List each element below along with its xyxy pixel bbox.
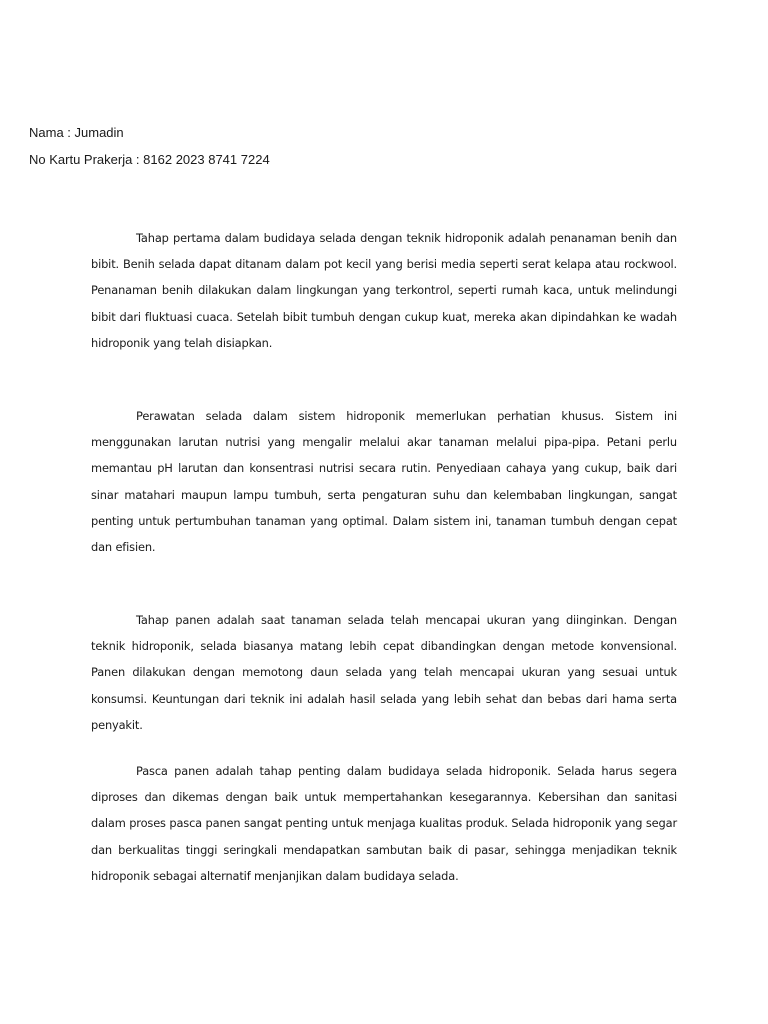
name-line: Nama : Jumadin [29, 125, 124, 140]
paragraph-harvest: Tahap panen adalah saat tanaman selada telah mencapai ukuran yang diinginkan. Dengan teknik hidroponik, selada biasanya matang lebih cepat dibandingkan dengan metode konvensional. Panen dilakukan dengan memotong daun selada yang telah mencapai ukuran yang sesuai untuk konsumsi. Keuntungan dari teknik ini adalah hasil selada yang lebih sehat dan bebas dari hama serta penyakit. [91, 613, 677, 732]
prakerja-card-line: No Kartu Prakerja : 8162 2023 8741 7224 [29, 152, 270, 167]
document-header [29, 119, 270, 173]
paragraph-care: Perawatan selada dalam sistem hidroponik memerlukan perhatian khusus. Sistem ini menggunakan larutan nutrisi yang mengalir melalui akar tanaman melalui pipa-pipa. Petani perlu memantau pH larutan dan konsentrasi nutrisi secara rutin. Penyediaan cahaya yang cukup, baik dari sinar matahari maupun lampu tumbuh, serta pengaturan suhu dan kelembaban lingkungan, sangat penting untuk pertumbuhan tanaman yang optimal. Dalam sistem ini, tanaman tumbuh dengan cepat dan efisien. [91, 409, 677, 555]
paragraph-planting: Tahap pertama dalam budidaya selada dengan teknik hidroponik adalah penanaman benih dan bibit. Benih selada dapat ditanam dalam pot kecil yang berisi media seperti serat kelapa atau rockwool. Penanaman benih dilakukan dalam lingkungan yang terkontrol, seperti rumah kaca, untuk melindungi bibit dari fluktuasi cuaca. Setelah bibit tumbuh dengan cukup kuat, mereka akan dipindahkan ke wadah hidroponik yang telah disiapkan. [91, 231, 677, 350]
paragraph-post-harvest: Pasca panen adalah tahap penting dalam budidaya selada hidroponik. Selada harus segera diproses dan dikemas dengan baik untuk mempertahankan kesegarannya. Kebersihan dan sanitasi dalam proses pasca panen sangat penting untuk menjaga kualitas produk. Selada hidroponik yang segar dan berkualitas tinggi seringkali mendapatkan sambutan baik di pasar, sehingga menjadikan teknik hidroponik sebagai alternatif menjanjikan dalam budidaya selada. [91, 764, 677, 883]
